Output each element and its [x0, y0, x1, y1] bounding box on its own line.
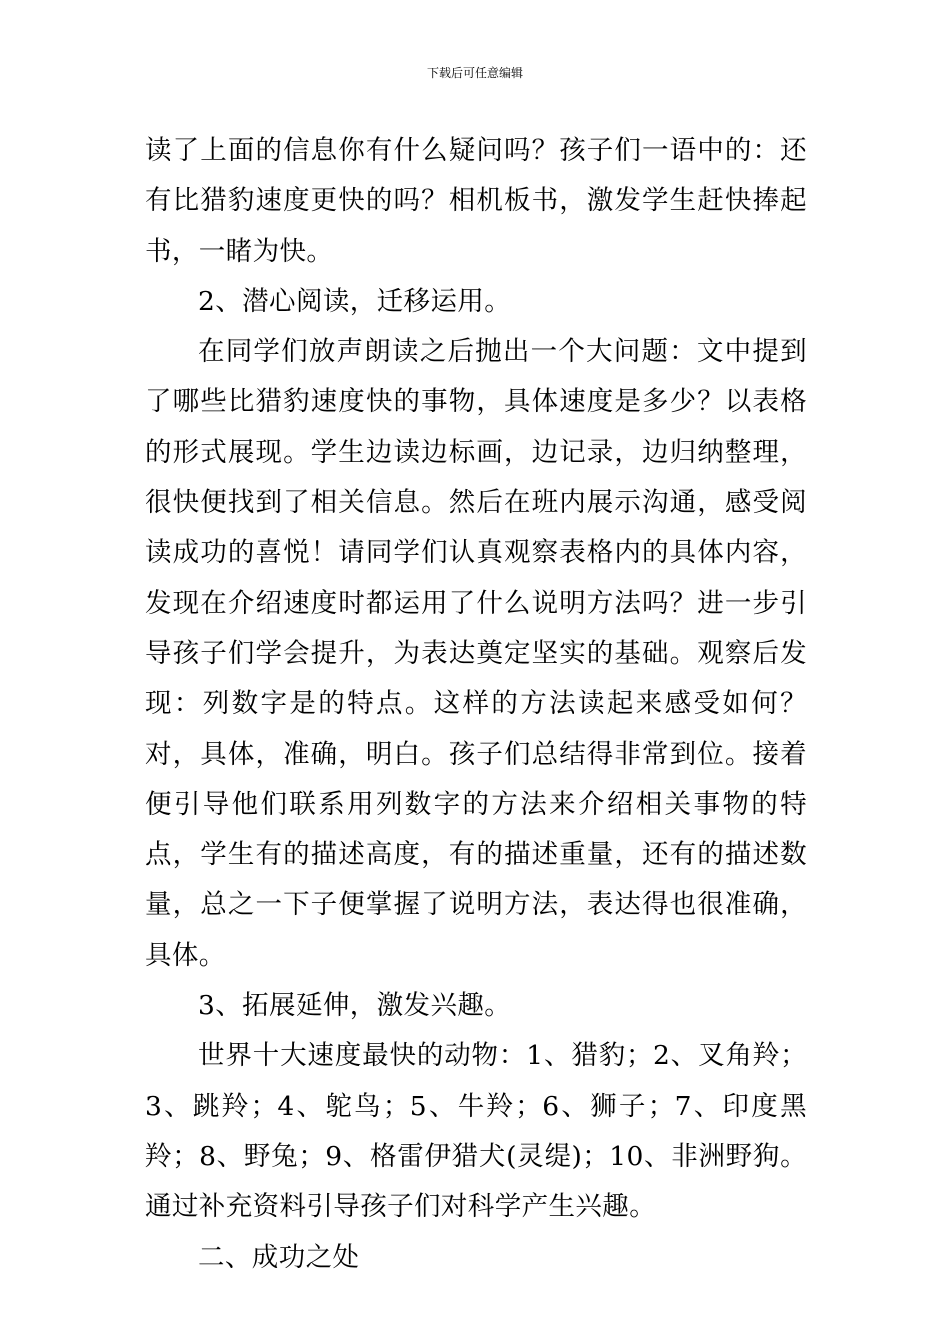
page-header: 下载后可任意编辑	[426, 66, 523, 80]
section-heading-reading: 2、潜心阅读，迁移运用。	[198, 285, 512, 317]
paragraph-intro-question: 读了上面的信息你有什么疑问吗？孩子们一语中的：还有比猎豹速度更快的吗？相机板书，激发学生赶快捧起书，一睹为快。	[145, 135, 807, 267]
paragraph-reading-activity: 在同学们放声朗读之后抛出一个大问题：文中提到了哪些比猎豹速度快的事物，具体速度是多少？以表格的形式展现。学生边读边标画，边记录，边归纳整理，很快便找到了相关信息。然后在班内展示沟通，感受阅读成功的喜悦！请同学们认真观察表格内的具体内容，发现在介绍速度时都运用了什么说明方法吗？进一步引导孩子们学会提升，为表达奠定坚实的基础。观察后发现：列数字是的特点。这样的方法读起来感受如何？对，具体，准确，明白。孩子们总结得非常到位。接着便引导他们联系用列数字的方法来介绍相关事物的特点，学生有的描述高度，有的描述重量，还有的描述数量，总之一下子便掌握了说明方法，表达得也很准确，具体。	[145, 336, 807, 971]
section-heading-extension: 3、拓展延伸，激发兴趣。	[198, 990, 512, 1022]
paragraph-fastest-animals: 世界十大速度最快的动物：1、猎豹；2、叉角羚；3、跳羚；4、鸵鸟；5、牛羚；6、狮子；7、印度黑羚；8、野兔；9、格雷伊猎犬(灵缇)；10、非洲野狗。通过补充资料引导孩子们对科学产生兴趣。	[145, 1040, 807, 1223]
section-heading-successes: 二、成功之处	[198, 1241, 360, 1273]
document-body	[145, 126, 807, 1283]
